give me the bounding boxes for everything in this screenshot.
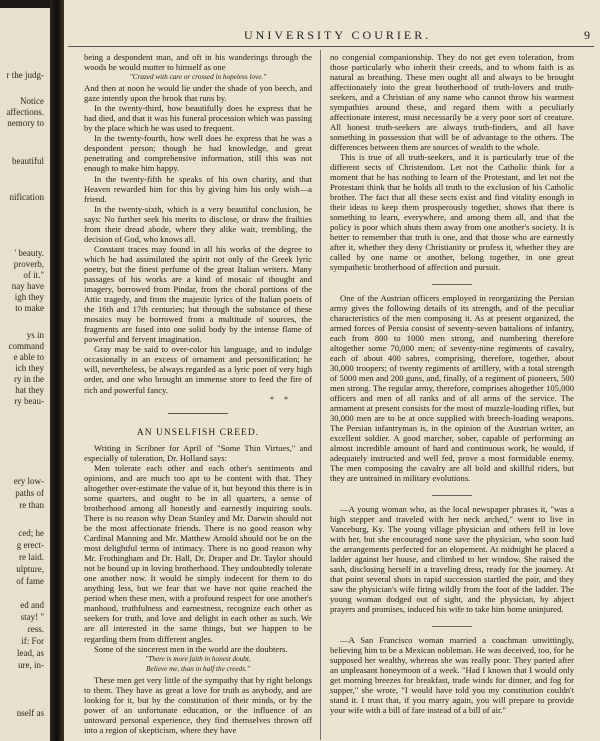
paragraph: In the twenty-sixth, which is a very beautiful conclusion, he says: No further seek his merits to disclose, or draw the frailties from their dread abode, where they alike wait, trembling, the decision of God, who knows all.	[84, 203, 312, 244]
fragment: proverb,	[13, 259, 44, 269]
previous-page-edge	[0, 8, 50, 741]
section-stars: * *	[270, 394, 292, 404]
fragment: ulpture,	[16, 564, 44, 574]
news-item: —A young woman who, as the local newspaper phrases it, "was a high stepper and traveled with her neck arched," went to live in Vanceburg, Ky. The young village physician and others fell in love with her, but she encouraged none save the physician, who soon had the arrangements perfected for an elopement. At midnight he placed a ladder against her house, and climbed to her window. She raised the sash, disclosing herself in a traveling dress, ready for the journey. At that point several shots in rapid succession startled the pair, and they saw the physician's wife firing wildly from the foot of the ladder. The young woman dodged out of sight, and the physician, by abject prayers and promises, induced his wife to take him home uninjured.	[330, 504, 574, 614]
paragraph: Constant traces may found in all his works of the degree to which he had assimilated the spirit not only of the Greek lyric poetry, but the finest perfume of the great Italian writers. Many passages of his works are a kind of mosaic of thought and imagery, borrowed from Pindar, from the choral portions of the Attic tragedy, and from the majestic lyrics of the Italian poets of the 16th and 17th centuries; but through the substance of these mosaics may be borrowed from a multitude of sources, the fragments are fused into one solid body by the intense flame of powerful and fervent imagination.	[84, 243, 312, 345]
article-heading: AN UNSELFISH CREED.	[136, 427, 260, 438]
fragment: stay! "	[20, 612, 44, 622]
verse-line: "There is more faith in honest doubt,	[145, 654, 251, 663]
journal-title: UNIVERSITY COURIER.	[244, 28, 432, 42]
article-paragraph: These men get very little of the sympathy that by right belongs to them. They have as great a love for truth as anybody, and are looking for it, but by the constitution of their minds, or by the power of an unfortunate education, or the influence of an untoward personal experience, they find themselves thrown off into a region of skepticism, where they have	[84, 674, 312, 735]
fragment: ry beau-	[14, 396, 44, 406]
fragment: ed and	[20, 600, 44, 610]
paragraph: no congenial companionship. They do not get even toleration, from those particularly who inherit their creeds, and to whom faith is as natural as breathing. These men ought all and always to be brought affectionately into the great brotherhood of truth-lovers and truth-seekers, and a Christian of any name who cannot throw his warmest sympathies around these, and regard them with a peculiarly affectionate interest, must necessarily be a very poor sort of creature. All honest truth-seekers are always truth-finders, and all have something in possession that will be of advantage to the others. The differences between them are sources of wealth to the whole.	[330, 52, 574, 152]
fragment: ery low-	[13, 476, 44, 486]
fragment: ress.	[27, 624, 44, 634]
fragment: nay have	[11, 281, 44, 291]
fragment: ced; he	[18, 528, 44, 538]
fragment: ure, in-	[18, 660, 44, 670]
item-divider	[432, 284, 472, 285]
article-paragraph: Men tolerate each other and each other's sentiments and opinions, and are much too apt to be content with that. They altogether over-estimate the value of it, but beyond this there is in some quarters, and ought to be in all quarters, a sense of brotherhood among all honestly and earnestly inquiring souls. There is no reason why Dean Stanley and Mr. Darwin should not be the most affectionate friends. There is no good reason why Cardinal Manning and Mr. Matthew Arnold should not be on the most delightful terms of intimacy. There is no good reason why Mr. Frothingham and Dr. Hall, Dr. Draper and Dr. Taylor should not be bound up in loving brotherhood. They undoubtedly tolerate one another now. It would be simply indecent for them to do anything less, but we fear that we have not quite reached the period when these men, with a profound respect for one another's manhood, truthfulness and earnestness, recognize each other as seekers for truth, and love and delight in each other as such. We are all interested in the same things, but we happen to be regarding them from different angles.	[84, 462, 312, 644]
quoted-motto: "Crazed with care or crossed in hopeless love."	[129, 73, 267, 82]
book-gutter	[50, 0, 64, 741]
fragment: ' beauty.	[14, 248, 44, 258]
fragment: affections.	[6, 107, 44, 117]
fragment: nemory to	[7, 118, 44, 128]
fragment: lead, as	[17, 648, 44, 658]
fragment: nification	[9, 192, 44, 202]
item-divider	[432, 626, 472, 627]
running-head	[64, 28, 600, 44]
fragment: Notice	[20, 96, 44, 106]
news-item: One of the Austrian officers employed in reorganizing the Persian army gives the following details of its strength, and of the peculiar characteristics of the men composing it. As at present organized, the armed forces of Persia consist of seventy-seven battalions of infantry, each from 800 to 1000 men strong, and numbering therefore altogether some 70,000 men; of seventy-nine regiments of cavalry, each of about 400 sabres, comprising, therefore, together, about 30,000 troopers; of twenty regiments of artillery, with a total strength of 5000 men and 200 guns, and, finally, of a regiment of pioneers, 500 men strong. The regular army, therefore, comprises altogether 105,000 officers and men of all ranks and of all arms of the service. The armament at present consists for the most of muzzle-loading rifles, but 30,000 men are to be at once supplied with breech-loading weapons. The Persian infantryman is, in the opinion of the Austrian writer, an excellent soldier. A good marcher, sober, capable of performing an almost incredible amount of hard and continuous work, he would, if adequately instructed and well fed, prove a most formidable enemy. The men composing the cavalry are all bold and skillful riders, but they are untrained in military evolutions.	[330, 293, 574, 483]
fragment: g erect-	[16, 540, 44, 550]
fragment: r the judg-	[6, 70, 44, 80]
fragment: if: For	[21, 636, 44, 646]
fragment: hat they	[15, 385, 44, 395]
paragraph: In the twenty-fourth, how well does he express that he was a despondent person; though he had knowledge, and great penetrating and comprehensive information, still this was not enough to make him happy.	[84, 133, 312, 174]
fragment: re than	[19, 500, 44, 510]
verse-line: Believe me, than in half the creeds."	[146, 664, 250, 673]
fragment: command	[8, 341, 44, 351]
fragment: nself as	[16, 708, 44, 718]
fragment: ich they	[15, 363, 44, 373]
paragraph: This is true of all truth-seekers, and it is particularly true of the different sects of Christendom. Let not the Catholic think for a moment that he has nothing to learn of the Protestant, and let not the Protestant think that he holds all truth to the exclusion of his Catholic brother. The fact that all these sects exist and find vitality enough in their ideas to keep them prosperously together, shows that there is something to learn, everywhere, and among them all, and that the policy is poor which shuts them away from one another's society. It is better to remember that truth is one, and that those who are earnestly after it, whether they deny Christianity or profess it, whether they are called by one name or another, belong together, in one great sympathetic brotherhood of affection and pursuit.	[330, 152, 574, 272]
fragment: e able to	[13, 352, 44, 362]
fragment: igh they	[14, 292, 44, 302]
fragment: ry in the	[14, 374, 44, 384]
article-paragraph: Writing in Scribner for April of "Some Thin Virtues," and especially of toleration, Dr. Holland says:	[84, 442, 312, 463]
paragraph: In the twenty-fifth he speaks of his own charity, and that Heaven rewarded him for this by giving him his only wish—a friend.	[84, 173, 312, 204]
item-divider	[432, 495, 472, 496]
news-item: —A San Francisco woman married a coachman unwittingly, believing him to be a Mexican nobleman. He was deceived, too, for he supposed her wealthy, whereas she was really poor. They parted after an unpleasant honeymoon of a week. "Had I known that I would only get morning breezes for breakfast, trade winds for dinner, and fog for supper," she wrote, "I would have told you my constitution couldn't stand it. I trust that, if you marry again, you will prepare to provide your wife with a bill of fare instead of a bill of air."	[330, 635, 574, 715]
paragraph: Gray may be said to over-color his language, and to indulge occasionally in an excess of ornament and personification; he will, nevertheless, be always regarded as a lyric poet of very high order, and one who brought an immense store to feed the fire of rich and powerful fancy.	[84, 344, 312, 395]
fragment: beautiful	[12, 156, 44, 166]
intro-line: being a despondent man, and oft in his wanderings through the woods he would mutter to himself as one	[84, 52, 312, 73]
fragment: of fame	[16, 576, 44, 586]
paragraph: In the twenty-third, how beautifully does he express that he had died, and that it was his funeral procession which was passing by the place which he was used to frequent.	[84, 103, 312, 134]
article-paragraph: Some of the sincerest men in the world are the doubters.	[94, 643, 288, 654]
fragment: ys in	[26, 330, 44, 340]
right-column	[330, 52, 574, 715]
fragment: paths of	[15, 488, 44, 498]
column-rule	[320, 50, 321, 740]
paragraph: And then at noon he would lie under the shade of yon beech, and gaze intently upon the brook that runs by.	[84, 83, 312, 104]
fragment: of it."	[23, 270, 44, 280]
left-column	[84, 52, 312, 735]
fragment: re laid.	[19, 552, 44, 562]
page-number: 9	[584, 28, 590, 42]
section-divider	[168, 413, 228, 414]
header-rule	[68, 46, 594, 47]
journal-page	[64, 0, 600, 741]
fragment: to make	[15, 303, 44, 313]
